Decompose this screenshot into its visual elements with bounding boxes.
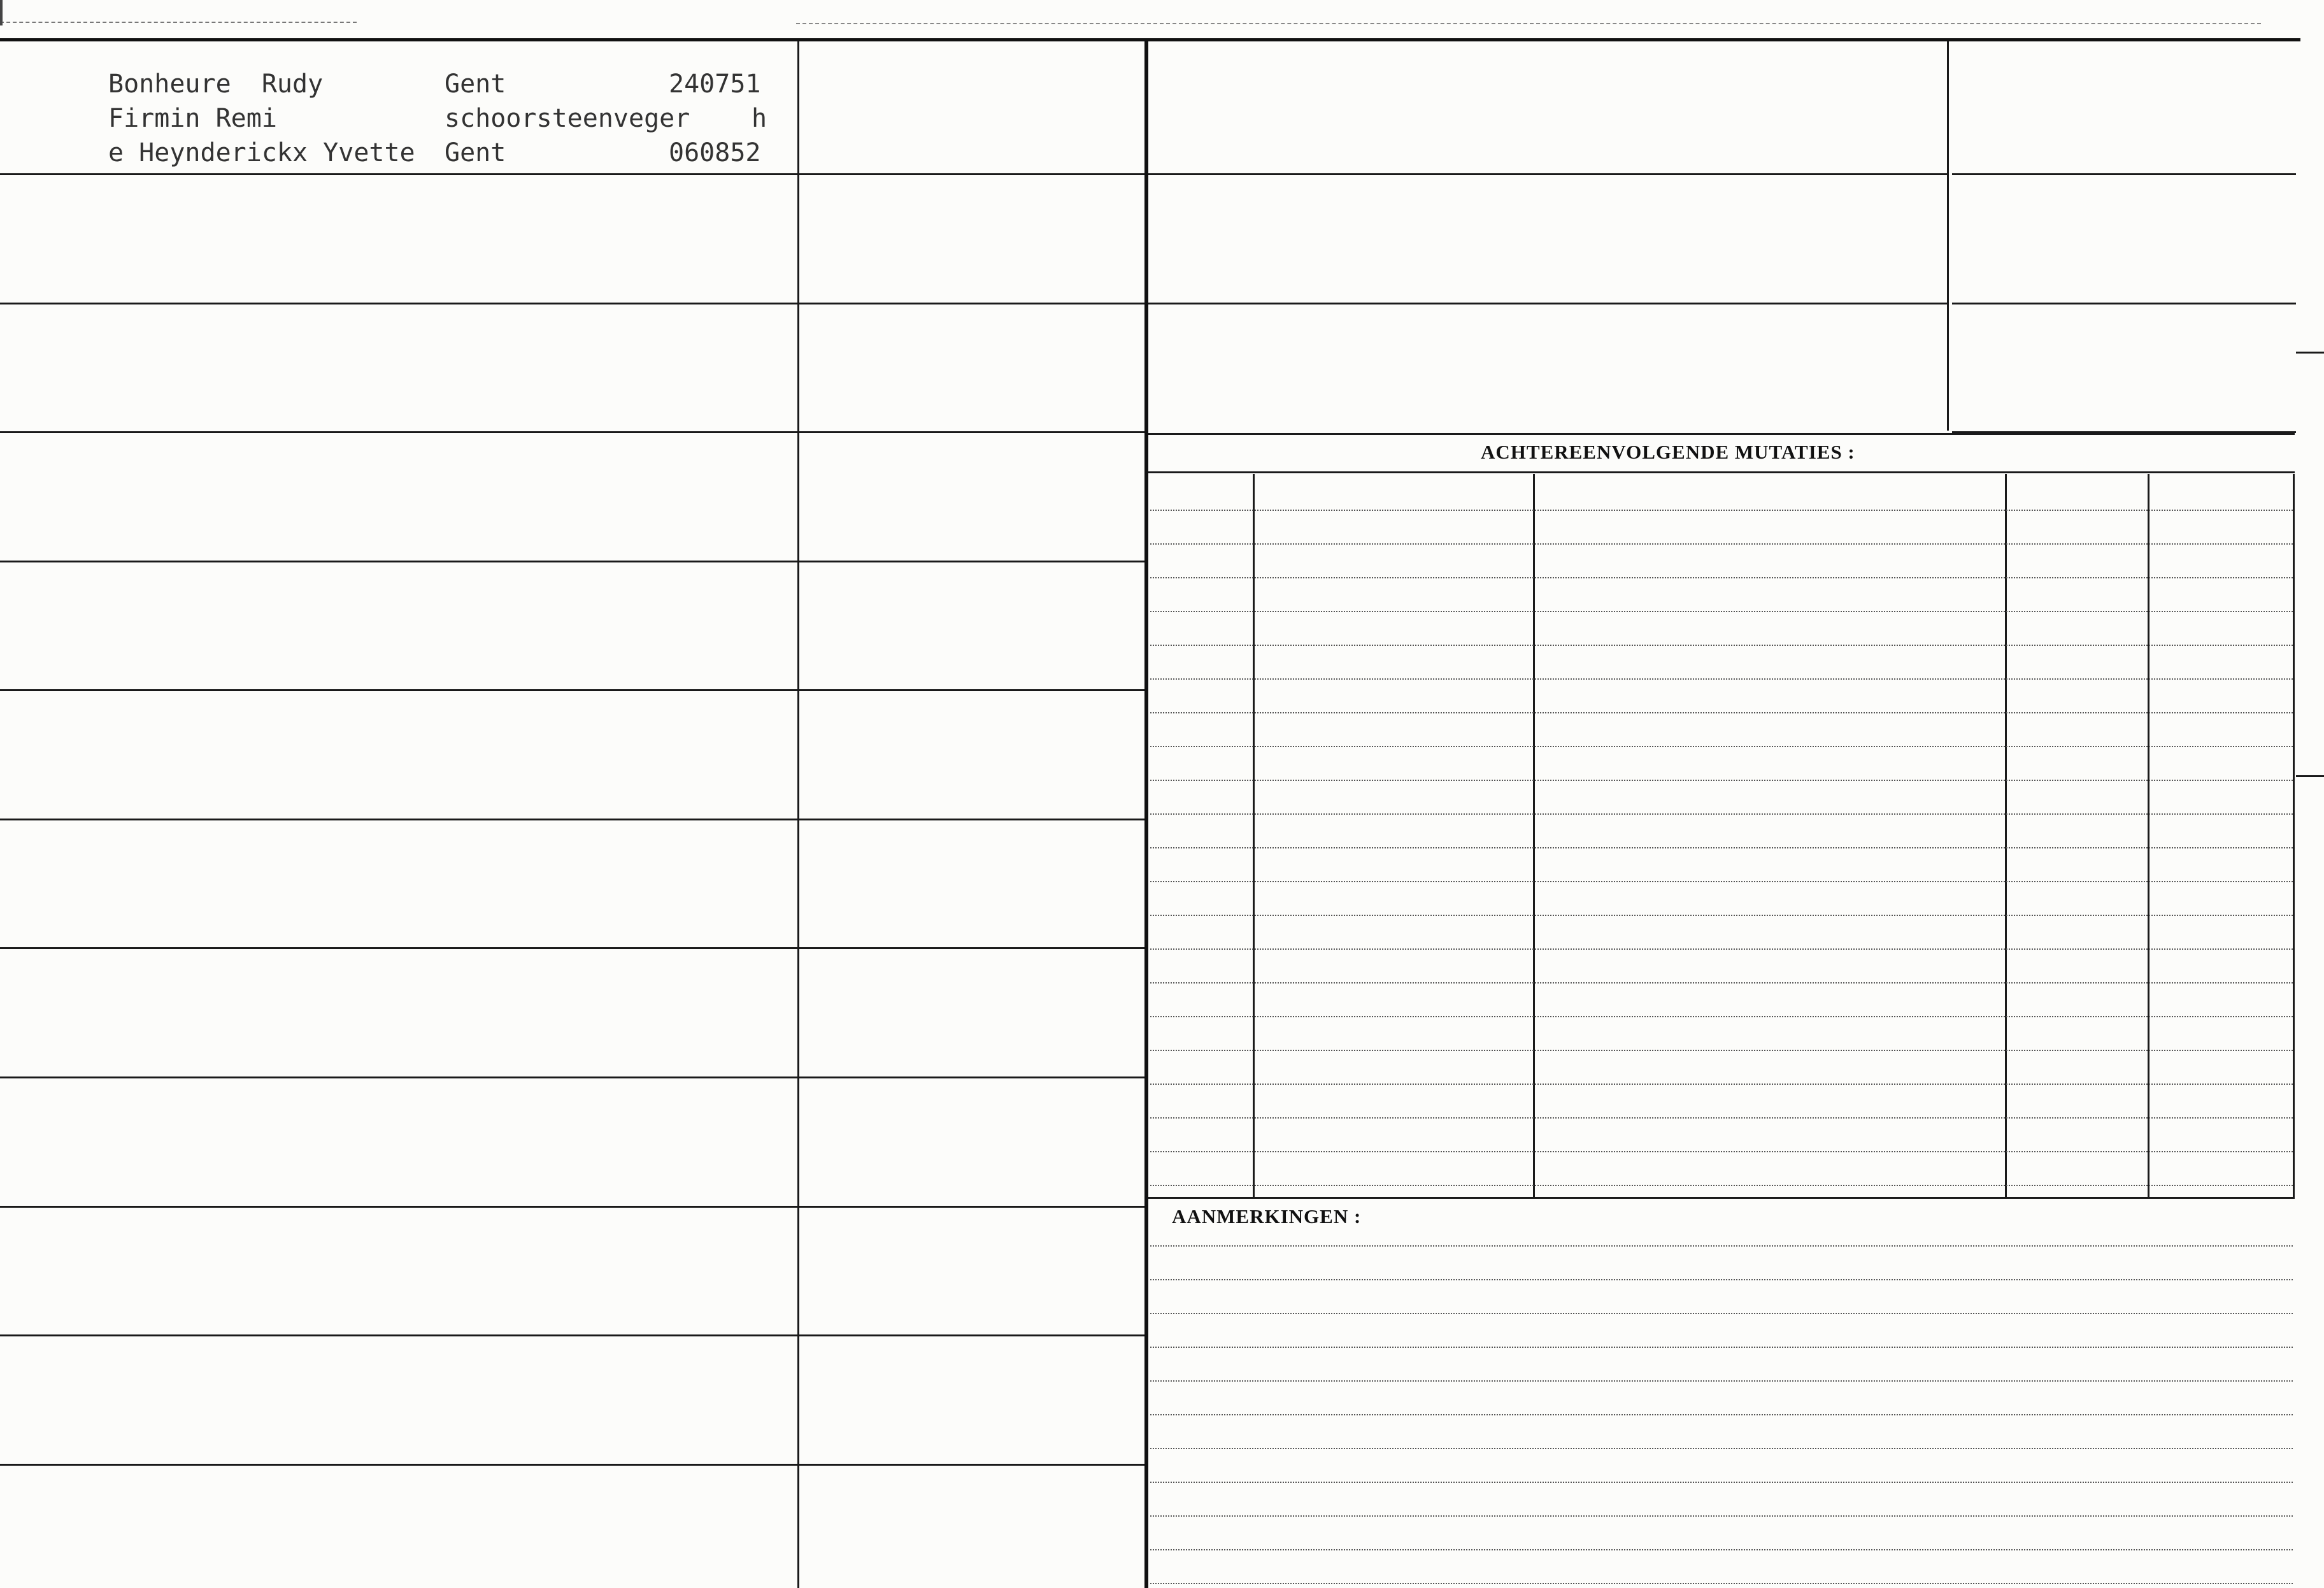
mutations-row-line — [1150, 746, 2293, 747]
row-line — [0, 1334, 1144, 1336]
left-edge-mark — [0, 0, 3, 25]
mutations-row-line — [1150, 1185, 2293, 1186]
upper-side-line — [1952, 173, 2296, 175]
mutations-top-line — [1148, 433, 2295, 435]
row-line — [0, 173, 1144, 175]
mutations-row-line — [1150, 780, 2293, 781]
remarks-line — [1150, 1549, 2293, 1550]
mutations-row-line — [1150, 847, 2293, 848]
entry-place-1: Gent — [445, 69, 506, 99]
row-line — [0, 431, 1144, 433]
remarks-heading: AANMERKINGEN : — [1172, 1205, 1362, 1227]
top-border — [0, 38, 2300, 41]
remarks-line — [1150, 1347, 2293, 1348]
mutations-right-border — [2293, 474, 2295, 1197]
top-scan-line — [0, 22, 357, 23]
mutations-row-line — [1150, 881, 2293, 882]
remarks-line — [1150, 1414, 2293, 1415]
top-scan-line-2 — [796, 23, 2261, 24]
remarks-line — [1150, 1515, 2293, 1517]
right-edge-tick — [2296, 352, 2324, 354]
mutations-row-line — [1150, 577, 2293, 578]
mutations-row-line — [1150, 611, 2293, 612]
remarks-line — [1150, 1313, 2293, 1314]
entry-place-3: Gent — [445, 138, 506, 168]
remarks-line — [1150, 1279, 2293, 1280]
row-line — [0, 689, 1144, 691]
mutations-row-line — [1150, 1016, 2293, 1017]
mutations-header-line — [1148, 471, 2295, 473]
remarks-line — [1150, 1380, 2293, 1382]
mutations-row-line — [1150, 543, 2293, 545]
row-line — [0, 1206, 1144, 1208]
mutations-row-line — [1150, 1151, 2293, 1152]
mutations-row-line — [1150, 1084, 2293, 1085]
mutations-row-line — [1150, 982, 2293, 984]
mutations-col-divider — [2148, 474, 2149, 1197]
mutations-heading: ACHTEREENVOLGENDE MUTATIES : — [1481, 441, 1855, 463]
remarks-line — [1150, 1448, 2293, 1449]
row-line — [0, 561, 1144, 562]
mutations-row-line — [1150, 645, 2293, 646]
mutations-col-divider — [1253, 474, 1255, 1197]
right-edge-tick — [2296, 775, 2324, 777]
row-line — [0, 819, 1144, 820]
mutations-row-line — [1150, 712, 2293, 713]
center-double-rule — [1144, 41, 1148, 1588]
mutations-row-line — [1150, 1050, 2293, 1051]
entry-name-3: e Heynderickx Yvette — [108, 138, 415, 168]
row-line — [0, 303, 1144, 304]
remarks-line — [1150, 1482, 2293, 1483]
entry-date-1: 240751 — [669, 69, 761, 99]
upper-right-divider — [1947, 41, 1949, 431]
mutations-row-line — [1150, 915, 2293, 916]
mutations-col-divider — [2005, 474, 2007, 1197]
entry-name-1: Bonheure Rudy — [108, 69, 324, 99]
mutations-col-divider — [1533, 474, 1535, 1197]
entry-date-3: 060852 — [669, 138, 761, 168]
mutations-row-line — [1150, 678, 2293, 680]
remarks-line — [1150, 1245, 2293, 1247]
mutations-row-line — [1150, 948, 2293, 950]
left-column-divider — [797, 41, 799, 1588]
entry-flag-2: h — [752, 104, 767, 133]
upper-box-line — [1148, 303, 1947, 304]
row-line — [0, 947, 1144, 949]
mutations-row-line — [1150, 1117, 2293, 1119]
mutations-bottom-line — [1148, 1197, 2295, 1199]
entry-occupation-2: schoorsteenveger — [445, 104, 690, 133]
mutations-row-line — [1150, 813, 2293, 815]
upper-box-line — [1148, 173, 1947, 175]
row-line — [0, 1077, 1144, 1078]
remarks-line — [1150, 1583, 2293, 1584]
row-line — [0, 1464, 1144, 1466]
mutations-row-line — [1150, 510, 2293, 511]
entry-name-2: Firmin Remi — [108, 104, 277, 133]
upper-side-line — [1952, 303, 2296, 304]
